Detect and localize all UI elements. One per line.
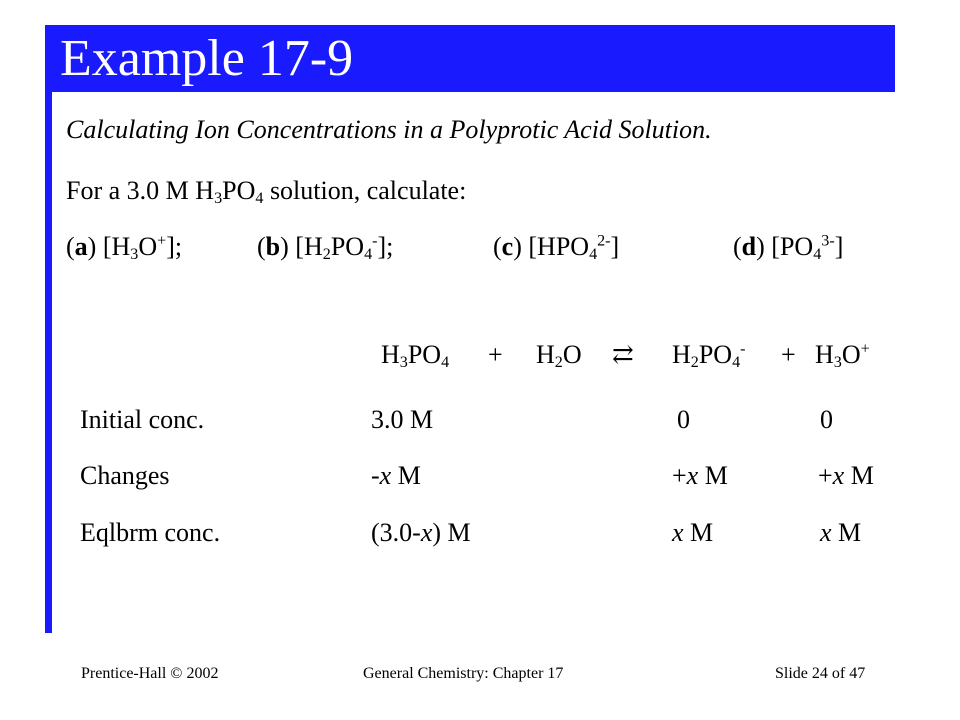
eqn-reactant-acid: $H_3PO_4$ (381, 340, 450, 372)
cell-change-acid: -x M (371, 461, 421, 490)
row-label-equilibrium: Eqlbrm conc. (80, 518, 221, 547)
part-a: (a) $[H_3O^+]$; (66, 232, 183, 264)
slide-title: Example 17-9 (60, 30, 354, 87)
row-label-changes: Changes (80, 461, 170, 490)
footer-slide-number: Slide 24 of 47 (775, 665, 866, 682)
cell-change-hydronium: +x M (818, 461, 874, 490)
cell-eq-base: x M (672, 518, 714, 547)
eqn-product-hydronium: $H_3O^+$ (815, 340, 870, 372)
footer-publisher: Prentice-Hall © 2002 (81, 665, 219, 682)
cell-initial-acid: 3.0 M (371, 405, 434, 434)
slide-subtitle: Calculating Ion Concentrations in a Polyprotic Acid Solution. (66, 115, 712, 144)
cell-initial-hydronium: 0 (820, 405, 833, 434)
left-accent-bar (45, 25, 52, 633)
footer-chapter: General Chemistry: Chapter 17 (363, 665, 564, 682)
row-label-initial: Initial conc. (80, 405, 205, 434)
cell-eq-acid: (3.0-x) M (371, 518, 471, 547)
problem-prompt: For a 3.0 M $H_3PO_4$ solution, calculate: (66, 176, 467, 208)
eqn-reactant-water: $H_2O$ (536, 340, 582, 372)
cell-eq-hydronium: x M (820, 518, 862, 547)
part-d: (d) $[PO_4^{3-}]$ (733, 232, 844, 264)
equilibrium-arrow-icon: ⇄ (612, 340, 634, 369)
cell-initial-base: 0 (677, 405, 690, 434)
part-c: (c) $[HPO_4^{2-}]$ (493, 232, 620, 264)
eqn-plus-1: + (488, 340, 503, 369)
eqn-product-base: $H_2PO_4^-$ (672, 340, 746, 372)
cell-change-base: +x M (672, 461, 728, 490)
part-b: (b) $[H_2PO_4^-]$; (257, 232, 394, 264)
eqn-plus-2: + (781, 340, 796, 369)
